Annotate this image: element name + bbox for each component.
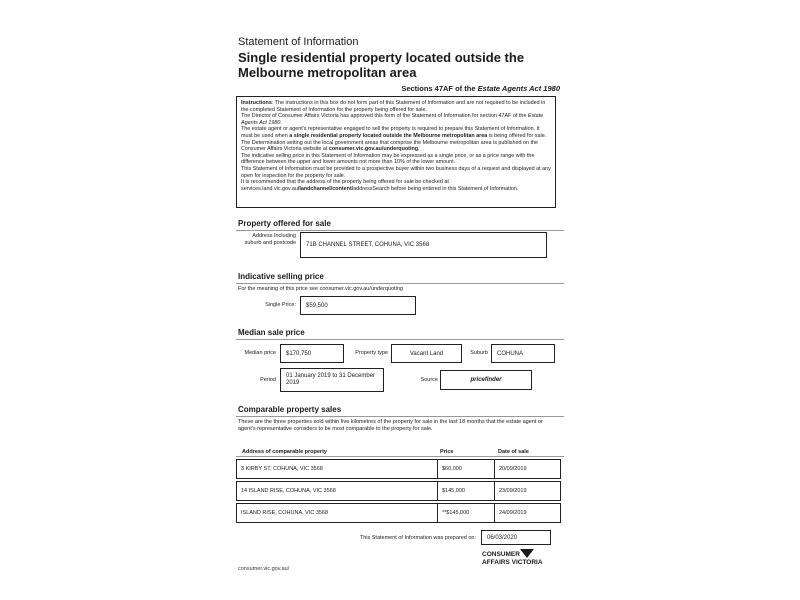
header-address: Address of comparable property	[242, 449, 327, 455]
property-heading: Property offered for sale	[238, 219, 331, 228]
table-row	[236, 481, 561, 501]
address-field: 71B CHANNEL STREET, COHUNA, VIC 3568	[300, 232, 547, 258]
suburb-label: Suburb	[470, 350, 488, 356]
sections-reference	[380, 84, 560, 93]
instructions-paragraph-5: This Statement of Information must be provided to a prospective buyer within two business days of a request and displayed at any open for inspection for the property for sale.	[241, 165, 551, 179]
row-price: **$145,000	[437, 504, 494, 522]
period-field: 01 January 2019 to 31 December 2019	[280, 368, 384, 392]
sections-prefix: Sections 47AF of the	[401, 84, 478, 93]
median-price-label: Median price	[244, 350, 276, 356]
property-type-field: Vacant Land	[391, 344, 462, 363]
single-price-label: Single Price:	[265, 302, 296, 308]
instructions-paragraph-3: The estate agent or agent's representative engaged to sell the property is required to prepare this Statement of Information. It must be used when a single residential property located outside the Melbourne metropolitan area is being offered for sale. The Determination setting out the local government areas that comprise the Melbourne metropolitan area is published on the Consumer Affairs Victoria website at consumer.vic.gov.au/underquoting.	[241, 126, 547, 153]
period-label: Period	[260, 377, 276, 383]
logo-line-2: AFFAIRS VICTORIA	[482, 559, 543, 566]
row-date: 20/09/2019	[494, 460, 560, 478]
comparable-divider	[236, 416, 564, 417]
consumer-affairs-logo	[480, 549, 566, 571]
instructions-paragraph-7: services.land.vic.gov.au/landchannel/content/addressSearch before being entered in this Statement of Information.	[241, 185, 519, 192]
document-title: Statement of Information	[238, 36, 359, 48]
logo-line-1: CONSUMER	[482, 551, 520, 558]
indicative-divider	[236, 283, 564, 284]
footer-url: consumer.vic.gov.au/	[238, 566, 290, 572]
row-address: 14 ISLAND RISE, COHUNA, VIC 3568	[241, 488, 336, 494]
table-row	[236, 459, 561, 479]
comparable-heading: Comparable property sales	[238, 405, 342, 414]
document-heading: Single residential property located outside the Melbourne metropolitan area	[238, 50, 525, 80]
instructions-box	[236, 96, 556, 208]
suburb-field: COHUNA	[491, 344, 555, 363]
source-field: pricefinder	[440, 370, 532, 390]
property-type-label: Property type	[355, 350, 388, 356]
indicative-note: For the meaning of this price see consumer.vic.gov.au/underquoting	[238, 286, 403, 292]
instructions-label: Instructions	[241, 100, 272, 106]
instructions-paragraph-6: It is recommended that the address of the property being offered for sale be checked at	[241, 179, 449, 186]
median-divider	[236, 339, 564, 340]
median-heading: Median sale price	[238, 328, 305, 337]
header-date: Date of sale	[498, 449, 529, 455]
median-price-field: $170,750	[280, 344, 344, 363]
comparable-description: These are the three properties sold within five kilometres of the property for sale in the last 18 months that the estate agent or agent's representative considers to be most comparable to the property for sale.	[238, 419, 543, 432]
logo-triangle-icon	[520, 549, 534, 558]
instructions-paragraph-1: Instructions: The instructions in this box do not form part of this Statement of Information and are not required to be included in the completed Statement of Information for the property being offered for sale.	[241, 100, 546, 113]
sections-act: Estate Agents Act 1980	[477, 84, 560, 93]
row-price: $60,000	[437, 460, 494, 478]
header-price: Price	[440, 449, 454, 455]
table-divider	[236, 456, 564, 457]
prepared-label: This Statement of Information was prepared on:	[359, 535, 476, 541]
prepared-date-field: 06/03/2020	[481, 530, 551, 545]
row-price: $145,000	[437, 482, 494, 500]
row-date: 24/09/2019	[494, 504, 560, 522]
indicative-heading: Indicative selling price	[238, 272, 324, 281]
property-divider	[236, 230, 564, 231]
single-price-field: $59,500	[300, 296, 416, 315]
instructions-paragraph-4: The indicative selling price in this Statement of Information may be expressed as a single price, or as a price range with the difference between the upper and lower amounts not more than 10% of the lower amount.	[241, 152, 535, 166]
address-label: Address Including suburb and postcode	[244, 233, 296, 246]
table-row	[236, 503, 561, 523]
instructions-paragraph-2: The Director of Consumer Affairs Victoria has approved this form of the Statement of Information for section 47AF of the Estate Agents Act 1980.	[241, 113, 544, 126]
row-address: 3 KIRBY ST, COHUNA, VIC 3568	[241, 466, 323, 472]
row-address: ISLAND RISE, COHUNA, VIC 3568	[241, 510, 329, 516]
source-label: Source	[420, 377, 438, 383]
row-date: 23/09/2019	[494, 482, 560, 500]
